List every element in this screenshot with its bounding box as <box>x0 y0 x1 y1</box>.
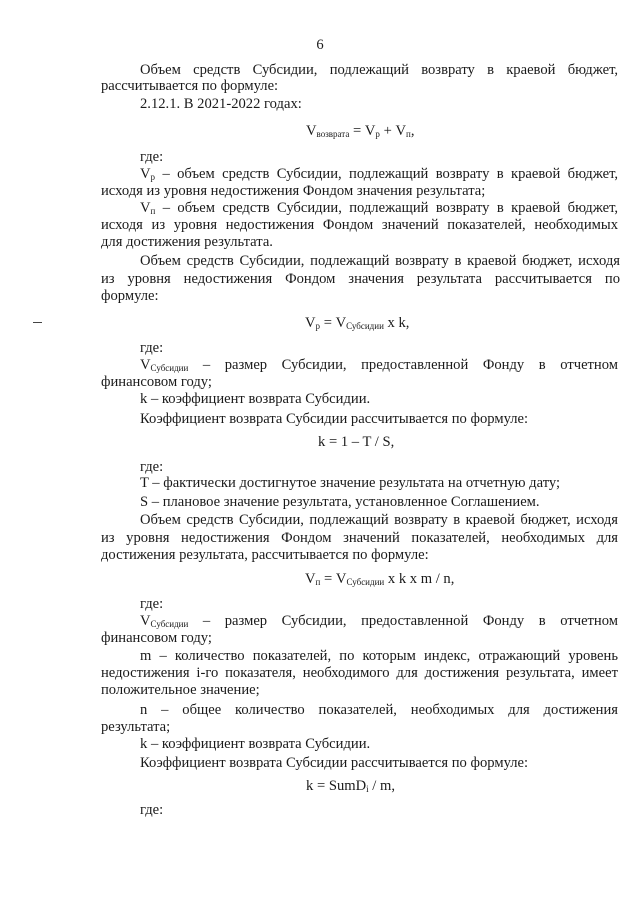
definition-line: $V_{Субсидии}$ – размер Субсидии, предоставленной Фонду в отчетном <box>140 357 618 373</box>
page-number: 6 <box>316 37 324 53</box>
definition-line: $V_п$ – объем средств Субсидии, подлежащий возврату в краевой бюджет, <box>140 200 618 216</box>
definition-line: m – количество показателей, по которым индекс, отражающий уровень <box>140 648 618 664</box>
paragraph-line: формуле: <box>101 288 159 304</box>
paragraph-line: Коэффициент возврата Субсидии рассчитывается по формуле: <box>140 411 529 427</box>
definition-line: результата; <box>101 719 171 735</box>
definition-line: k – коэффициент возврата Субсидии. <box>140 736 371 752</box>
where-label: где: <box>140 802 164 818</box>
definition-line: $V_{Субсидии}$ – размер Субсидии, предоставленной Фонду в отчетном <box>140 613 618 629</box>
paragraph-line: Объем средств Субсидии, подлежащий возврату в краевой бюджет, <box>140 62 618 78</box>
paragraph-line: рассчитывается по формуле: <box>101 78 279 94</box>
where-label: где: <box>140 149 164 165</box>
margin-mark <box>33 322 42 323</box>
definition-line: $V_р$ – объем средств Субсидии, подлежащий возврату в краевой бюджет, <box>140 166 618 182</box>
definition-line: T – фактически достигнутое значение результата на отчетную дату; <box>140 475 561 491</box>
paragraph-line: Коэффициент возврата Субсидии рассчитывается по формуле: <box>140 755 529 771</box>
paragraph-line: достижения результата, рассчитывается по формуле: <box>101 547 429 563</box>
definition-line: k – коэффициент возврата Субсидии. <box>140 391 371 407</box>
where-label: где: <box>140 596 164 612</box>
definition-line: n – общее количество показателей, необходимых для достижения <box>140 702 618 718</box>
paragraph-line: Объем средств Субсидии, подлежащий возврату в краевой бюджет, исходя <box>140 512 618 528</box>
formula-k-sum: k = SumD$_i$ / m, <box>306 778 396 794</box>
definition-line: положительное значение; <box>101 682 260 698</box>
section-heading: 2.12.1. В 2021-2022 годах: <box>140 96 302 112</box>
definition-line: исходя из уровня недостижения Фондом значений показателей, необходимых <box>101 217 618 233</box>
formula-k: k = 1 – T / S, <box>318 434 395 450</box>
definition-line: S – плановое значение результата, установленное Соглашением. <box>140 494 540 510</box>
paragraph-line: из уровня недостижения Фондом значения результата рассчитывается по <box>101 271 620 287</box>
definition-line: финансовом году; <box>101 374 212 390</box>
definition-line: недостижения i-го показателя, необходимого для достижения результата, имеет <box>101 665 618 681</box>
paragraph-line: из уровня недостижения Фондом значений показателей, необходимых для <box>101 530 618 546</box>
paragraph-line: Объем средств Субсидии, подлежащий возврату в краевой бюджет, исходя <box>140 253 620 269</box>
definition-line: исходя из уровня недостижения Фондом значения результата; <box>101 183 486 199</box>
formula-vn: $V_п = V_{Субсидии}$ x k x m / n, <box>305 571 455 587</box>
formula-v-return: $V_{возврата} = V_р + V_п$, <box>306 123 415 139</box>
where-label: где: <box>140 340 164 356</box>
definition-line: финансовом году; <box>101 630 212 646</box>
formula-vp: $V_р = V_{Субсидии}$ x k, <box>305 315 410 331</box>
definition-line: для достижения результата. <box>101 234 273 250</box>
where-label: где: <box>140 459 164 475</box>
